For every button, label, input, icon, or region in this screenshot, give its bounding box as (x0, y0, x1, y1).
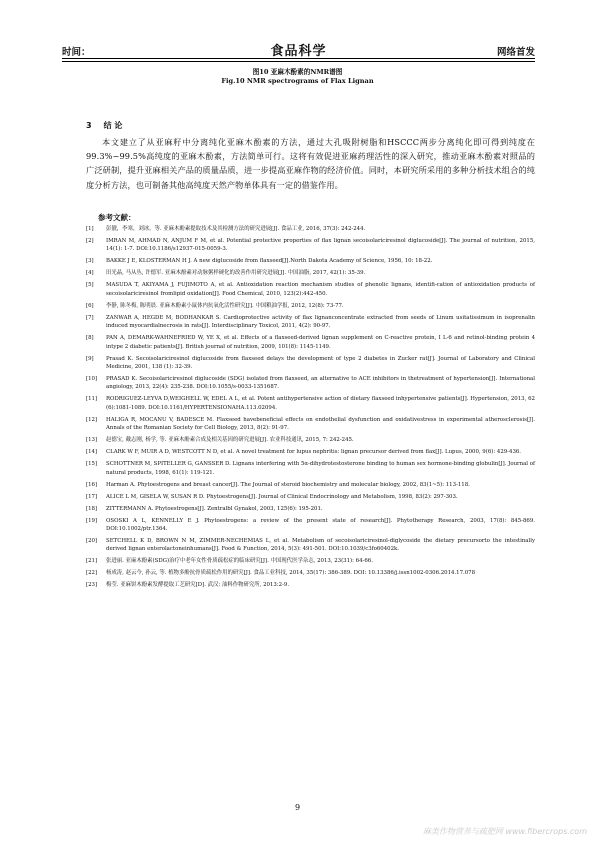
reference-item (86, 537, 535, 554)
reference-item (86, 257, 535, 265)
conclusion-paragraph: 本文建立了从亚麻籽中分离纯化亚麻木酚素的方法，通过大孔吸附树脂和HSCCC两步分离纯化即可得到纯度在99.3%~99.5%高纯度的亚麻木酚素，方法简单可行。这将有效促进亚麻药理活性的深入研究，推动亚麻木酚素对照品的广泛研制，提升亚麻相关产品的质量品质，进一步提高亚麻作物的经济价值。同时，本研究所采用的多种分析技术组合的纯度分析方法，也可制备其他高纯度天然产物单体具有一定的借鉴作用。 (86, 137, 535, 190)
reference-number: [21] (86, 558, 98, 565)
reference-item (86, 517, 535, 534)
reference-item (86, 557, 535, 565)
figure-caption (0, 68, 595, 86)
reference-item (86, 569, 535, 577)
reference-text: 田光晶, 马从丛, 许德军. 亚麻木酚素对动脉粥样硬化的改善作用研究进展[J]. 中国油脂, 2017, 42(1): 35-39. (106, 270, 366, 277)
site-watermark: 麻类作物营养与疏肥网 www.fibercrops.com (422, 827, 587, 836)
online-first-label: 网络首发 (496, 47, 535, 58)
reference-item (86, 237, 535, 254)
reference-number: [10] (86, 376, 98, 383)
reference-number: [1] (86, 226, 94, 232)
reference-text: 彭靓，李寒，刘冰，等. 亚麻木酚素提取技术及其检测方法的研究进展[J]. 食品工业, 2016, 37(3): 242-244. (106, 226, 366, 232)
reference-text: 梅莹. 亚麻饼木酚素发酵提取工艺研究[D]. 武汉: 油料作物研究所, 2013:2-9. (106, 582, 290, 589)
reference-number: [17] (86, 493, 98, 500)
reference-text: RODRIGUEZ-LEYVA D,WEIGHELL W, EDEL A L, et al. Potent antihypertensive action of dietary flaxseed inhypertensive patients[J]. Hypertension, 2013, 62 (6):1081-1089. DOI:10.1161/HYPERTENSIONAHA.113.02094. (106, 396, 535, 411)
reference-item (86, 493, 535, 501)
reference-number: [22] (86, 570, 98, 577)
reference-item (86, 225, 535, 233)
reference-number: [20] (86, 538, 98, 545)
reference-item (86, 581, 535, 589)
reference-text: 李静, 陈冬梅, 陈明晨. 亚麻木酚素小鼠体内抗氧化活性研究[J]. 中国粮油学报, 2012, 12(8): 73-77. (106, 302, 344, 309)
reference-number: [18] (86, 505, 98, 512)
reference-text: SETCHELL K D, BROWN N M, ZIMMER-NECHEMIAS L, et al. Metabolism of secoisolariciresinol-diglycoside the dietary precursorto the intestinally derived lignan enterolactoneinhumans[J]. Food & Function, 2014, 5(3): 491-501. DOI:10.1039/c3fo60402k. (106, 538, 535, 553)
reference-text: MASUDA T, AKIYAMA J, FUJIMOTO A, et al. Antioxidation reaction mechanism studies of phenolic lignans, identifi-cation of antioxidation products of secoisolariciresinol fromlipid oxidation[J]. Food Chemical, 2010, 123(2):442-450. (106, 282, 535, 297)
reference-number: [2] (86, 238, 94, 244)
reference-item (86, 375, 535, 392)
reference-text: 赵德宝, 戴志刚, 杨学, 等. 亚麻木酚素合成及相关基因的研究进展[J]. 农业科技通讯, 2015, 7: 242-245. (106, 437, 354, 444)
reference-item (86, 436, 535, 444)
reference-number: [13] (86, 437, 98, 444)
reference-number: [9] (86, 355, 94, 362)
figure-caption-en: Fig.10 NMR spectrograms of Flax Lignan (221, 77, 374, 85)
reference-text: ZITTERMANN A. Phytoestrogens[J]. Zentralbl Gynakol, 2003, 125(6): 195-201. (106, 505, 323, 512)
reference-text: PAN A, DEMARK-WAHNEFRIED W, YE X, et al. Effects of a flaxseed-derived lignan supplement on C-reactive protein, I L-6 and retinol-binding protein 4 intype 2 diabetic patients[J]. British journal of nutrition, 2009, 101(8): 1145-1149. (106, 335, 535, 350)
reference-text: 张进丽. 亚麻木酚素(SDG)治疗中老年女性骨质疏松症的临床研究[J]. 中国现代医学杂志, 2013, 23(31): 64-66. (106, 558, 373, 565)
reference-text: ALICE L M, GISELA W, SUSAN R D. Phytoestrogens[J]. Journal of Clinical Endocrinology and Metabolism, 1998, 83(2): 297-303. (106, 493, 458, 500)
references-title: 参考文献： (98, 213, 136, 222)
reference-number: [8] (86, 335, 94, 342)
reference-text: 杨成涛, 赵云今, 孙云, 等. 植物多酚抗骨质疏松作用的研究[J]. 食品工业科技, 2014, 35(17): 386-389. DOI: 10.13386/j.issn1002-0306.2014.17.078 (106, 570, 476, 577)
reference-number: [14] (86, 449, 98, 456)
section-heading (86, 120, 134, 131)
reference-number: [6] (86, 302, 94, 309)
journal-name: 食品科学 (270, 44, 327, 59)
reference-number: [3] (86, 258, 94, 265)
reference-number: [4] (86, 270, 94, 277)
section-number: 3 (86, 121, 92, 130)
reference-item (86, 355, 535, 372)
reference-number: [11] (86, 396, 98, 403)
reference-item (86, 302, 535, 310)
reference-number: [5] (86, 282, 94, 289)
header-time-label: 时间： (62, 47, 91, 58)
reference-text: BAKKE J E, KLOSTERMAN H J. A new diglucoside from flaxseed[J].North Dakota Academy of Science, 1956, 10: 18-22. (106, 258, 433, 265)
references-list (86, 225, 535, 593)
reference-number: [23] (86, 582, 98, 589)
reference-item (86, 281, 535, 298)
reference-item (86, 314, 535, 331)
header-rule-thin (62, 61, 535, 62)
reference-text: PRASAD K. Secoisolariciresinol diglucoside (SDG) isolated from flaxseed, an alternative to ACE inhibitors in thetreatment of hypertension[J]. International angiology, 2013, 22(4): 235-238. DOI:10.1055/s-0033-1351687. (106, 376, 535, 391)
reference-text: SCHOTTNER M, SPITELLER G, GANSSER D. Lignans interfering with 5α-dihydrotestosterone binding to human sex hormone-binding globulin[J]. Journal of natural products, 1998, 61(1): 119-121. (106, 461, 535, 476)
reference-number: [19] (86, 517, 98, 524)
reference-number: [12] (86, 416, 98, 423)
page-number: 9 (294, 803, 301, 812)
reference-item (86, 395, 535, 412)
reference-item (86, 416, 535, 433)
reference-text: ZANWAR A, HEGDE M, BODHANKAR S. Cardioprotective activity of flax lignanconcentrate extracted from seeds of Linum usitatissimum in isoprenalin induced myocardialnecrosis in rats[J]. Interdisciplinary Toxicol, 2011, 4(2): 90-97. (106, 314, 535, 330)
reference-item (86, 448, 535, 456)
reference-item (86, 481, 535, 489)
reference-number: [16] (86, 481, 98, 488)
section-title: 结 论 (103, 121, 123, 130)
reference-text: HALIGA R, MOCANU V, BADESCE M. Flaxseed havebeneficial effects on endothelial dysfunction and oxidativestress in experimental atherosclerosis[J]. Annals of the Romanian Society for Cell Biology, 2013, 8(2): 91-97. (106, 416, 535, 432)
reference-text: Harman A. Phytoestrogens and breast cancer[J]. The Journal of steroid biochemistry and molecular biology, 2002, 83(1~5): 113-118. (106, 481, 470, 488)
reference-text: CLARK W F, MUIR A D, WESTCOTT N D, et al. A novel treatment for lupus nephritis: lignan precursor derived from flax[J]. Lupus, 2000, 9(6): 429-436. (106, 449, 522, 456)
reference-item (86, 269, 535, 277)
reference-item (86, 505, 535, 513)
reference-item (86, 334, 535, 351)
reference-text: OSOSKI A L, KENNELLY E J. Phytoestrogens: a review of the present state of research[J]. Phytotherapy Research, 2003, 17(8): 845-869. DOI:10.1002/ptr.1364. (106, 517, 535, 533)
figure-caption-zh: 图10 亚麻木酚素的NMR谱图 (252, 68, 343, 76)
header-rule-thick (62, 58, 535, 59)
reference-text: Prasad K. Secoisolariciresinol diglucoside from flaxseed delays the development of type 2 diabetes in Zucker rat[J]. Journal of Laboratory and Clinical Medicine, 2001, 138 (1): 32-39. (106, 355, 535, 371)
reference-number: [15] (86, 461, 98, 468)
reference-text: IMRAN M, AHMAD N, ANJUM F M, et al. Potential protective properties of flax lignan secoisolariciresinol diglucoside[J]. The journal of nutrition, 2015, 14(1): 1-7. DOI:10.1186/s12937-015-0059-3. (106, 238, 535, 253)
reference-item (86, 460, 535, 477)
reference-number: [7] (86, 314, 94, 321)
